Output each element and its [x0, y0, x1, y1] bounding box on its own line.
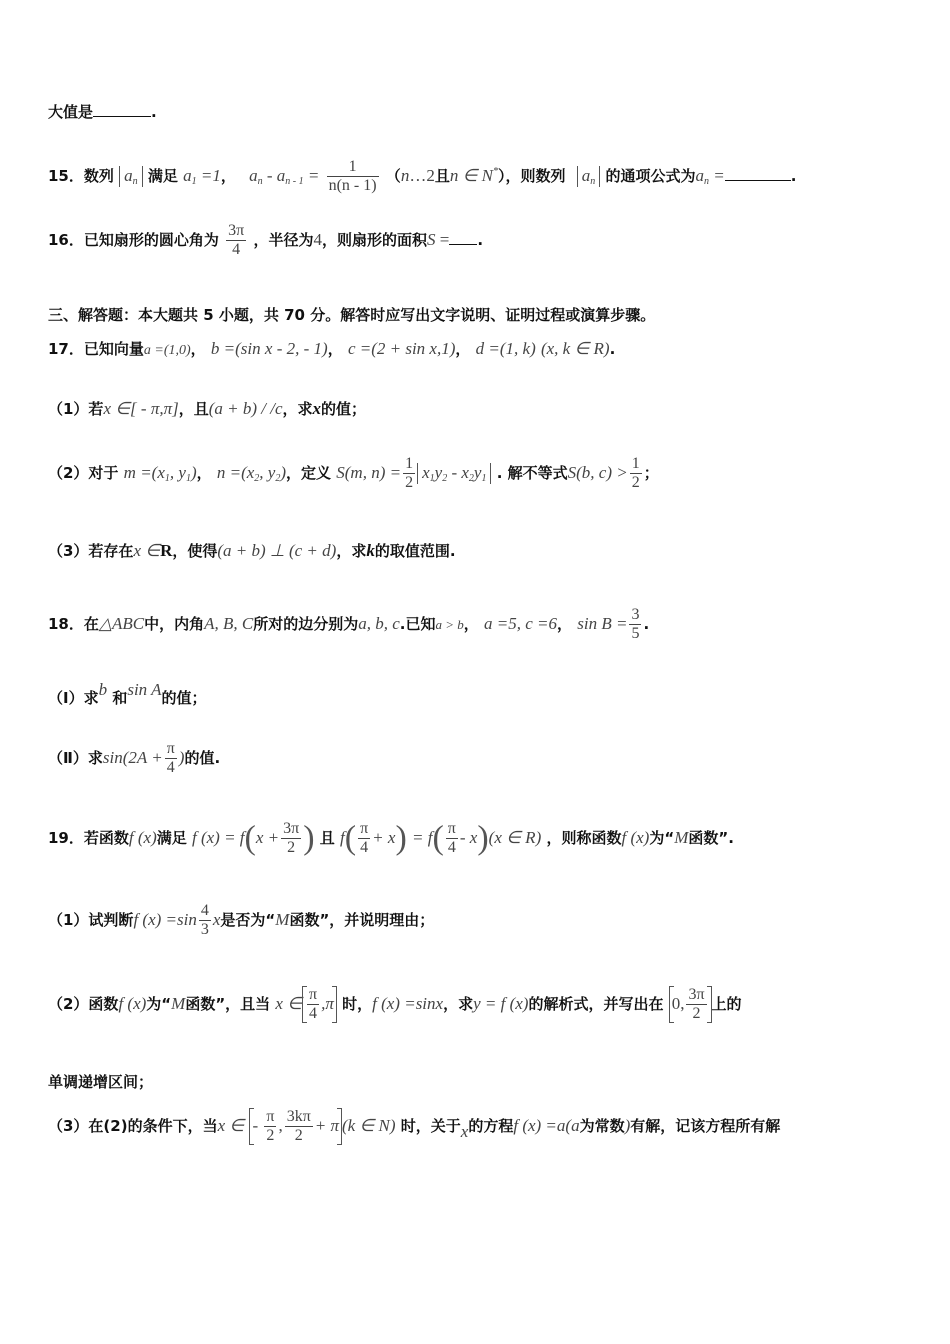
recurrence: $a_n - a_{n - 1}$ =: [249, 166, 320, 187]
section-3-title: 三、解答题：本大题共 5 小题，共 70 分。解答时应写出文字说明、证明过程或演算步骤。: [48, 306, 656, 324]
fragment-line: 大值是 .: [48, 103, 157, 121]
question-19-part-1: （1）试判断f (x) =sin $\frac{4}{3}$ x是否为“M函数”，并说明理由；: [48, 902, 435, 938]
question-19-part-2-continued: 单调递增区间；: [48, 1073, 154, 1091]
question-17-part-1: （1）若x ∈[ - π,π]，且(a + b) / /c，求x的值；: [48, 399, 367, 418]
question-19-part-2: （2）函数f (x)为“M函数”，且当 x ∈ $\frac{\pi}{4}$ ,π 时，f (x) =sinx，求y = f (x)的解析式，并写出在 0, $\frac{3\pi}{2}$ 上的: [48, 986, 742, 1022]
sequence-an: $a_n$: [119, 166, 143, 187]
question-15: 15．数列 $a_n$ 满足 $a_1 =1$， $a_n - a_{n - 1}$ = $\frac{1}{n(n - 1)}$ （n…2且n ∈ N*），则数列 $a_n$ 的通项公式为$a_n$ = .: [48, 158, 797, 194]
question-19: 19．若函数f (x)满足 f (x) = f(x + $\frac{3\pi}{2}$ ) 且 f( $\frac{\pi}{4}$ + x) = f( $\frac{\pi}{4}$ - x)(x ∈ R) ，则称函数f (x)为“M函数”.: [48, 819, 734, 857]
question-18-part-2: （Ⅱ）求sin(2A + $\frac{\pi}{4}$ )的值.: [48, 740, 221, 776]
answer-blank: [449, 243, 477, 245]
angle-fraction: $\frac{3\pi}{4}$: [228, 222, 245, 258]
question-19-part-3: （3）在(2)的条件下，当x ∈ - $\frac{\pi}{2}$ , $\frac{3k\pi}{2}$ + π (k ∈ N) 时，关于x的方程f (x) =a(a为常数)有解，记该方程所有解: [48, 1108, 781, 1144]
question-16: 16．已知扇形的圆心角为 $\frac{3\pi}{4}$ ，半径为4，则扇形的面积S = .: [48, 222, 484, 258]
a1-expr: $a_1 =1$: [183, 166, 221, 187]
question-17-part-2: （2）对于 $m =(x_1$, $y_1$)， $n =(x_2$, $y_2$)，定义 S(m, n) = $\frac{1}{2}$ $x_1y_2 - x_2y_1$ . 解不等式S(b, c) > $\frac{1}{2}$ ；: [48, 455, 659, 491]
question-18: 18．在△ABC中，内角A, B, C所对的边分别为a, b, c.已知a > b， a =5, c =6， sin B = $\frac{3}{5}$ .: [48, 606, 650, 642]
question-18-part-1: （Ⅰ）求b 和sin A的值；: [48, 680, 207, 707]
recurrence-fraction: $\frac{1}{n(n - 1)}$: [328, 158, 377, 194]
answer-blank: [725, 179, 791, 181]
question-17-part-3: （3）若存在x ∈R，使得(a + b) ⊥ (c + d)，求k的取值范围.: [48, 541, 456, 560]
question-17: 17．已知向量a =(1,0)， b =(sin x - 2, - 1)， c =(2 + sin x,1)， d =(1, k) (x, k ∈ R).: [48, 339, 616, 358]
answer-blank: [93, 115, 151, 117]
